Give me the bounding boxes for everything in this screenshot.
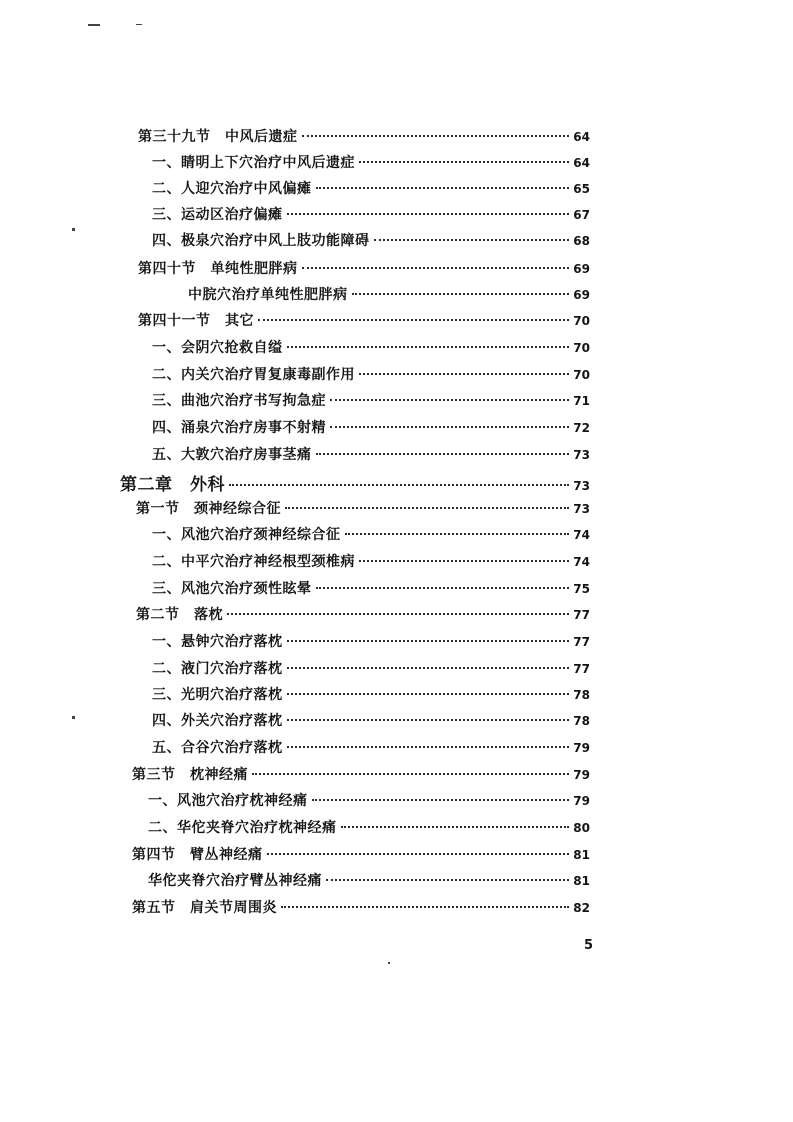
toc-entry [138,310,590,336]
toc-entry [152,204,590,230]
toc-entry-title: 一、睛明上下穴治疗中风后遗症 [152,155,355,171]
toc-entry-page: 82 [573,901,590,915]
dot-leader [302,135,570,137]
toc-entry-title: 二、中平穴治疗神经根型颈椎病 [152,554,355,570]
dot-leader [316,453,570,455]
toc-entry-page: 71 [573,394,590,408]
toc-entry [152,551,590,577]
toc-entry [132,844,590,870]
dot-leader [316,187,570,189]
toc-entry-title: 二、华佗夹脊穴治疗枕神经痛 [148,820,337,836]
toc-entry [152,230,590,256]
dot-leader [312,799,570,801]
scan-mark [88,24,100,26]
toc-entry [148,870,590,896]
dot-leader [287,693,570,695]
toc-entry [138,126,590,152]
toc-entry-title: 五、大敦穴治疗房事茎痛 [152,447,312,463]
toc-entry [152,631,590,657]
dot-leader [229,484,569,486]
dot-leader [287,346,570,348]
toc-entry [136,604,590,630]
toc-entry-title: 第四节 臂丛神经痛 [132,847,263,863]
dot-leader [341,826,570,828]
toc-entry-title: 四、外关穴治疗落枕 [152,713,283,729]
toc-entry-title: 一、会阴穴抢救自缢 [152,340,283,356]
toc-entry-page: 64 [573,156,590,170]
toc-entry-page: 65 [573,182,590,196]
toc-entry [152,337,590,363]
dot-leader [359,161,569,163]
toc-entry-title: 五、合谷穴治疗落枕 [152,740,283,756]
toc-entry [138,258,590,284]
toc-entry [148,817,590,843]
toc-entry-page: 72 [573,421,590,435]
toc-entry-page: 70 [573,368,590,382]
dot-leader [316,587,570,589]
dot-leader [326,879,569,881]
dot-leader [287,746,570,748]
dot-leader [345,533,570,535]
toc-entry-page: 68 [573,234,590,248]
dot-leader [330,399,569,401]
toc-entry-page: 79 [573,794,590,808]
dot-leader [258,319,569,321]
toc-entry-page: 77 [573,662,590,676]
toc-entry [152,417,590,443]
toc-entry-page: 70 [573,341,590,355]
toc-entry-title: 第四十节 单纯性肥胖病 [138,261,298,277]
toc-entry [152,152,590,178]
dot-leader [287,667,570,669]
dot-leader [352,293,570,295]
page-number: 5 [584,938,594,953]
toc-entry-page: 73 [573,448,590,462]
toc-entry [148,790,590,816]
toc-entry-title: 三、风池穴治疗颈性眩晕 [152,581,312,597]
toc-entry-page: 74 [573,528,590,542]
toc-entry-page: 73 [573,479,590,493]
toc-entry-page: 69 [573,288,590,302]
dot-leader [374,239,570,241]
dot-leader [285,507,569,509]
toc-entry [132,897,590,923]
toc-entry-title: 第二章 外科 [120,475,225,495]
toc-entry-page: 67 [573,208,590,222]
toc-entry [152,178,590,204]
toc-entry-title: 一、悬钟穴治疗落枕 [152,634,283,650]
toc-entry [136,498,590,524]
toc-entry [152,684,590,710]
dot-leader [281,906,569,908]
toc-entry [152,737,590,763]
toc-entry-page: 80 [573,821,590,835]
dot-leader [359,373,569,375]
scan-mark [388,962,390,964]
toc-entry-title: 三、光明穴治疗落枕 [152,687,283,703]
toc-entry-title: 华佗夹脊穴治疗臂丛神经痛 [148,873,322,889]
toc-entry-title: 第三节 枕神经痛 [132,767,248,783]
toc-entry-title: 四、极泉穴治疗中风上肢功能障碍 [152,233,370,249]
toc-entry-page: 69 [573,262,590,276]
dot-leader [287,213,570,215]
dot-leader [227,613,569,615]
toc-entry-page: 81 [573,874,590,888]
dot-leader [252,773,569,775]
toc-entry-title: 第三十九节 中风后遗症 [138,129,298,145]
toc-entry [152,390,590,416]
toc-entry [152,364,590,390]
toc-entry-title: 第一节 颈神经综合征 [136,501,281,517]
toc-entry-page: 77 [573,608,590,622]
scan-mark [72,716,75,719]
toc-entry-page: 79 [573,741,590,755]
toc-entry-page: 78 [573,714,590,728]
toc-entry-page: 70 [573,314,590,328]
dot-leader [302,267,570,269]
dot-leader [359,560,569,562]
dot-leader [330,426,569,428]
toc-entry-page: 81 [573,848,590,862]
toc-entry-title: 四、涌泉穴治疗房事不射精 [152,420,326,436]
toc-entry-title: 一、风池穴治疗颈神经综合征 [152,527,341,543]
toc-entry-title: 二、内关穴治疗胃复康毒副作用 [152,367,355,383]
toc-entry-page: 77 [573,635,590,649]
toc-entry-page: 64 [573,130,590,144]
toc-entry-page: 73 [573,502,590,516]
toc-entry-page: 74 [573,555,590,569]
scan-mark [72,228,75,231]
toc-entry-title: 一、风池穴治疗枕神经痛 [148,793,308,809]
toc-entry-title: 二、人迎穴治疗中风偏瘫 [152,181,312,197]
toc-entry-title: 第五节 肩关节周围炎 [132,900,277,916]
scan-mark [136,24,142,25]
toc-entry-page: 75 [573,582,590,596]
toc-entry [132,764,590,790]
toc-entry-page: 79 [573,768,590,782]
dot-leader [287,640,570,642]
toc-entry [152,710,590,736]
toc-entry [152,578,590,604]
toc-entry-page: 78 [573,688,590,702]
toc-entry [188,284,590,310]
toc-entry-title: 中脘穴治疗单纯性肥胖病 [188,287,348,303]
dot-leader [267,853,570,855]
dot-leader [287,719,570,721]
toc-entry-title: 第二节 落枕 [136,607,223,623]
toc-chapter [120,470,590,496]
toc-entry-title: 三、运动区治疗偏瘫 [152,207,283,223]
toc-entry [152,524,590,550]
toc-entry-title: 三、曲池穴治疗书写拘急症 [152,393,326,409]
toc-entry-title: 二、液门穴治疗落枕 [152,661,283,677]
toc-entry-title: 第四十一节 其它 [138,313,254,329]
toc-entry [152,658,590,684]
toc-entry [152,444,590,470]
